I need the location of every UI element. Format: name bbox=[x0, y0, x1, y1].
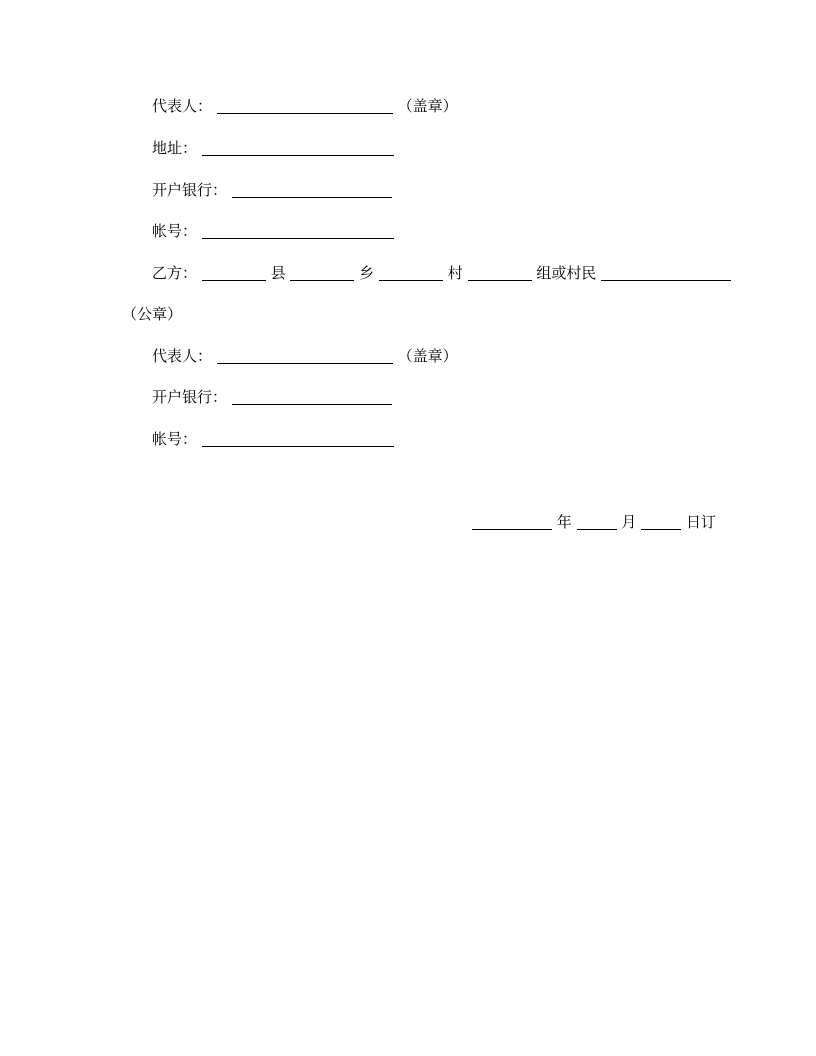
representative-label: 代表人： bbox=[152, 347, 213, 365]
party-b-account-line bbox=[152, 429, 394, 449]
party-a-representative-line bbox=[152, 96, 458, 116]
month-blank[interactable] bbox=[577, 512, 617, 530]
party-a-bank-line bbox=[152, 180, 392, 200]
villager-blank[interactable] bbox=[601, 263, 731, 281]
county-blank[interactable] bbox=[202, 263, 266, 281]
bank-blank[interactable] bbox=[232, 180, 392, 198]
public-seal-label: （公章） bbox=[122, 305, 183, 323]
public-seal-line bbox=[122, 304, 182, 324]
representative-label: 代表人： bbox=[152, 97, 213, 115]
party-b-representative-line bbox=[152, 346, 458, 366]
group-or-villager-label: 组或村民 bbox=[536, 264, 597, 282]
bank-blank[interactable] bbox=[232, 387, 392, 405]
party-b-bank-line bbox=[152, 387, 392, 407]
representative-blank[interactable] bbox=[217, 96, 393, 114]
account-blank[interactable] bbox=[202, 429, 394, 447]
year-blank[interactable] bbox=[472, 512, 552, 530]
address-label: 地址： bbox=[152, 139, 198, 157]
village-blank[interactable] bbox=[379, 263, 443, 281]
county-label: 县 bbox=[270, 264, 286, 282]
township-label: 乡 bbox=[359, 264, 375, 282]
signing-date-line bbox=[472, 512, 716, 532]
township-blank[interactable] bbox=[290, 263, 354, 281]
representative-blank[interactable] bbox=[217, 346, 393, 364]
account-blank[interactable] bbox=[202, 221, 394, 239]
seal-suffix: （盖章） bbox=[397, 347, 458, 365]
account-label: 帐号： bbox=[152, 222, 198, 240]
bank-label: 开户银行： bbox=[152, 181, 228, 199]
day-blank[interactable] bbox=[641, 512, 681, 530]
year-label: 年 bbox=[556, 513, 572, 531]
address-blank[interactable] bbox=[202, 138, 394, 156]
day-signed-label: 日订 bbox=[685, 513, 716, 531]
bank-label: 开户银行： bbox=[152, 388, 228, 406]
party-b-location-line bbox=[152, 263, 731, 283]
account-label: 帐号： bbox=[152, 430, 198, 448]
group-blank[interactable] bbox=[468, 263, 532, 281]
month-label: 月 bbox=[621, 513, 637, 531]
party-b-label: 乙方： bbox=[152, 264, 198, 282]
party-a-account-line bbox=[152, 221, 394, 241]
party-a-address-line bbox=[152, 138, 394, 158]
seal-suffix: （盖章） bbox=[397, 97, 458, 115]
village-label: 村 bbox=[447, 264, 463, 282]
